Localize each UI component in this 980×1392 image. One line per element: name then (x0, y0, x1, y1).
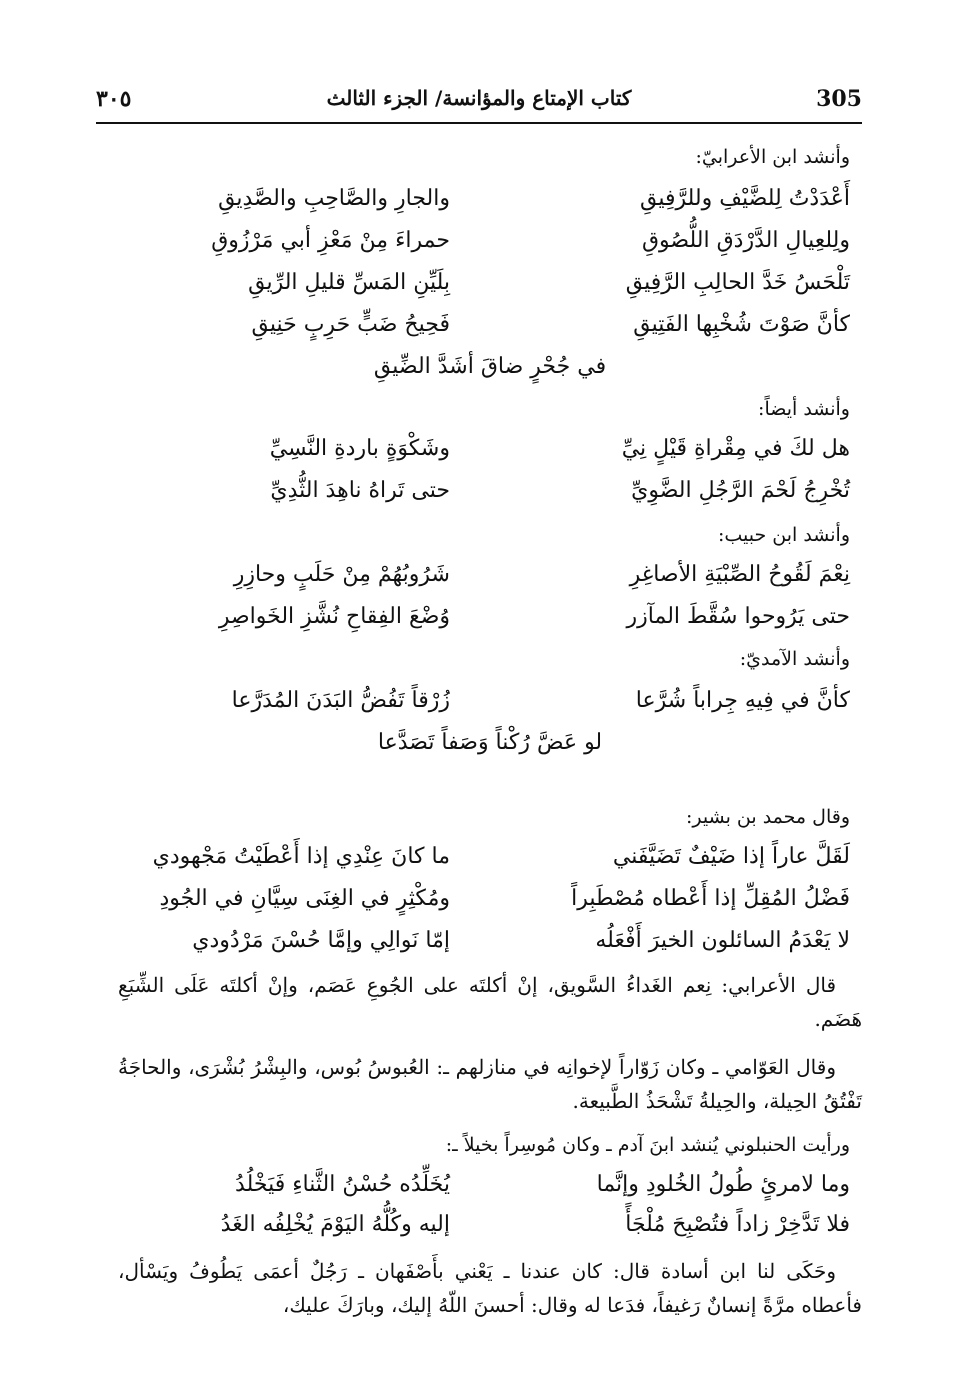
verse-first-hemistich: كأنَّ صَوْتَ شُخْبِها الفَتِيقِ (633, 312, 850, 337)
verse-first-hemistich: حتى يَرُوحوا سُقَّطَ المآزر (626, 604, 850, 629)
verse-first-hemistich: فَضْلُ المُقِلِّ إذا أَعْطاه مُصْطَبِراً (571, 886, 850, 911)
verse-second-hemistich: إليه وكُلُّهُ اليَوْمَ يُخْلِفُه الغَدُ (220, 1212, 450, 1237)
poem-intro: ورأيت الحنبلوني يُنشد ابنَ آدم ـ وكان مُوسِراً بخيلاً ـ: (445, 1134, 850, 1156)
page-header (96, 82, 862, 124)
poem-intro: وأنشد أيضاً: (758, 398, 850, 420)
verse-first-hemistich: هل لكَ في مِقْراةِ قَيْلٍ نِيِّ (621, 436, 850, 461)
verse-second-hemistich: فَحِيحُ ضَبٍّ حَرِبٍ حَنِيقِ (251, 312, 450, 337)
verse-first-hemistich: نِعْمَ لَقُوحُ الصِّبْيَةِ الأصاغِرِ (629, 562, 850, 587)
single-verse: لو عَضَّ رُكْناً وَصَفاً تَصَدَّعا (377, 730, 603, 755)
verse-first-hemistich: ولِلعِيالِ الدَّرْدَقِ اللُّصُوقِ (641, 228, 850, 253)
verse-second-hemistich: ما كانَ عِنْدِي إذا أَعْطَيْتُ مَجْهودي (152, 844, 450, 869)
running-title: كتاب الإمتاع والمؤانسة/ الجزء الثالث (326, 86, 632, 110)
prose-paragraph: وقال العَوّامي ـ وكان زَوّاراً لإخوانِه في منازلهم ـ: العُبوسُ بُوس، والبِشْرُ بُشْرَى، والحاجَةُ تَفْتُقُ الحِيلة، والحِيلةُ تَشْحَذُ الطَّبيعة. (118, 1055, 862, 1113)
verse-second-hemistich: زُرْقاً تَفُضُّ البَدَنَ المُدَرَّعا (231, 688, 450, 713)
verse-first-hemistich: لا يَعْدَمُ السائلون الخيرَ أَفْعَلُه (595, 928, 850, 953)
page-number: 305 (816, 86, 862, 112)
verse-second-hemistich: وُضْعَ الفِقاحِ نُشَّزِ الخَواصِرِ (218, 604, 450, 629)
poem-intro: وأنشد ابن الأعرابيّ: (695, 146, 850, 168)
prose-paragraph: قال الأعرابي: نِعم الغَداءُ السَّويق، إنْ أكلتَه على الجُوعِ عَصَم، وإنْ أكلتَه عَلَى الشِّبَعِ هَضَم. (118, 973, 862, 1031)
verse-first-hemistich: تُخْرِجُ لَحْمَ الرَّجُلِ الضَّوِيِّ (631, 478, 850, 503)
verse-second-hemistich: حتى تَراهُ ناهِدَ الثُّدِيِّ (270, 478, 450, 503)
verse-first-hemistich: لَقَلَّ عاراً إذا ضَيْفٌ تَضَيَّفَني (612, 844, 850, 869)
verse-second-hemistich: ومُكْثِرٍ في الغِنَى سِيَّانِ في الجُودِ (159, 886, 450, 911)
verse-second-hemistich: إمّا نَوالِي وإمَّا حُسْنَ مَرْدُودي (192, 928, 450, 953)
poem-intro: وأنشد الآمديّ: (739, 648, 850, 670)
verse-second-hemistich: شَرُوبُهُمْ مِنْ حَلَبٍ وحازِرِ (233, 562, 450, 587)
poem-intro: وأنشد ابن حبيب: (717, 524, 850, 546)
verse-second-hemistich: حمراءَ مِنْ مَعْزِ أبي مَرْزُوقِ (211, 228, 450, 253)
verse-second-hemistich: يُخَلِّدُه حُسْنُ الثَّناءِ فَيَخْلُدُ (235, 1172, 450, 1197)
single-verse: في جُحْرٍ ضاقَ أشَدَّ الضِّيقِ (373, 354, 607, 379)
verse-first-hemistich: تَلْحَسُ خَدَّ الحالِبِ الرَّفِيقِ (625, 270, 850, 295)
verse-first-hemistich: أَعْدَدْتُ لِلضَّيْفِ وللرَّفِيقِ (639, 186, 850, 211)
verse-first-hemistich: فلا تَدَّخِرْ زاداً فتُصْبِحَ مُلْجَأً (625, 1212, 850, 1237)
verse-first-hemistich: وما لامرئٍ طُولُ الخُلودِ وإنَّما (596, 1172, 850, 1197)
poem-intro: وقال محمد بن بشير: (686, 806, 850, 828)
verse-second-hemistich: بِلَيِّنِ المَسِّ قليلِ الرِّيقِ (248, 270, 450, 295)
page-number-arabic: ٣٠٥ (96, 86, 132, 112)
verse-second-hemistich: وشَكْوَةٍ باردةِ النَّسِيِّ (269, 436, 450, 461)
prose-paragraph: وحَكَى لنا ابن أسادة قال: كان عندنا ـ يَعْني بأَصْفَهان ـ رَجُلٌ أعمَى يَطُوفُ ويَسْأل، فأعطاه مرَّةً إنسانٌ رَغيفاً، فدَعا له وقال: أحسنَ اللّهُ إليك، وبارَكَ عليك، (118, 1259, 862, 1317)
verse-second-hemistich: والجارِ والصَّاحِبِ والصَّدِيقِ (218, 186, 450, 211)
verse-first-hemistich: كأنَّ في فِيهِ جِراباً شُرَّعا (635, 688, 850, 713)
